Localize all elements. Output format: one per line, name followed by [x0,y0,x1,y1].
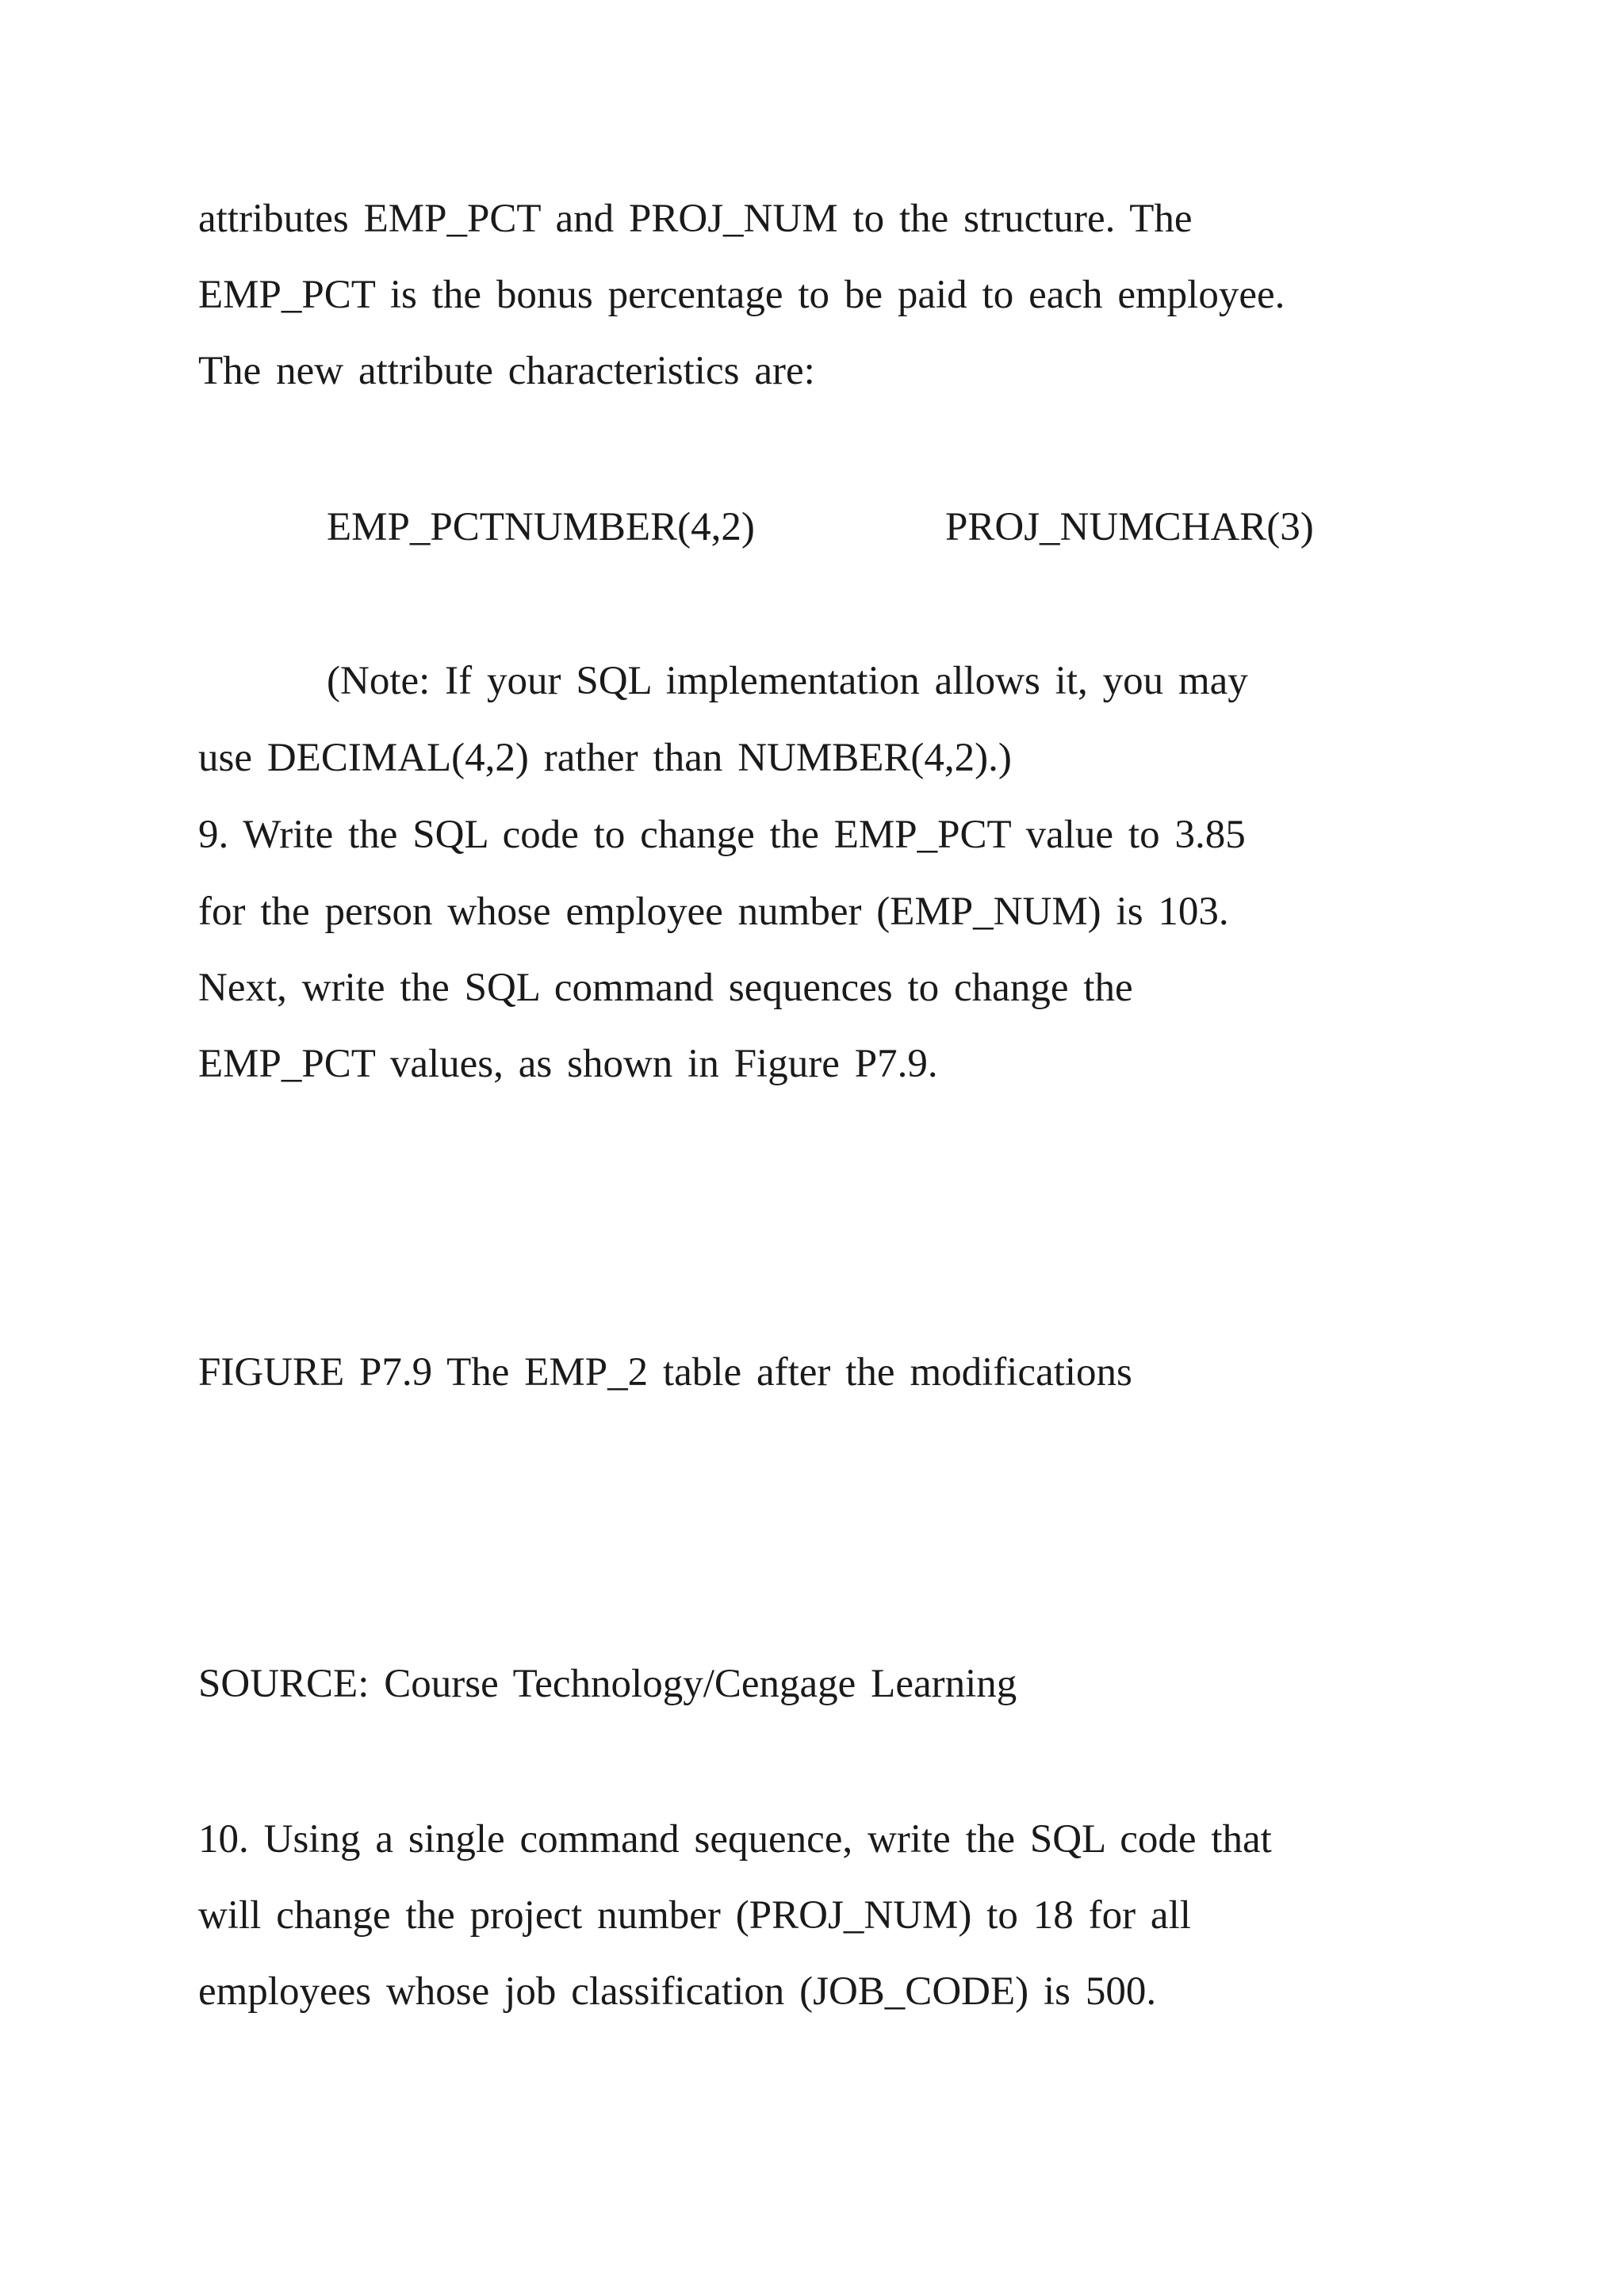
intro-line-3: The new attribute characteristics are: [198,349,815,393]
attribute-emp-pct: EMP_PCTNUMBER(4,2) [327,505,755,549]
intro-line-2: EMP_PCT is the bonus percentage to be paid to each employee. [198,273,1285,317]
source-credit: SOURCE: Course Technology/Cengage Learning [198,1662,1017,1706]
question-9-line-3: Next, write the SQL command sequences to change the [198,966,1133,1010]
figure-caption: FIGURE P7.9 The EMP_2 table after the modifications [198,1350,1132,1395]
question-9-line-1: 9. Write the SQL code to change the EMP_PCT value to 3.85 [198,813,1246,857]
question-10-line-3: employees whose job classification (JOB_CODE) is 500. [198,1969,1157,2014]
question-10-line-2: will change the project number (PROJ_NUM) to 18 for all [198,1893,1191,1938]
question-9-line-4: EMP_PCT values, as shown in Figure P7.9. [198,1042,938,1086]
note-line-2: use DECIMAL(4,2) rather than NUMBER(4,2).) [198,736,1012,780]
question-10-line-1: 10. Using a single command sequence, write the SQL code that [198,1817,1272,1862]
attribute-proj-num: PROJ_NUMCHAR(3) [945,505,1314,549]
intro-line-1: attributes EMP_PCT and PROJ_NUM to the structure. The [198,197,1193,241]
question-9-line-2: for the person whose employee number (EMP_NUM) is 103. [198,890,1229,934]
note-line-1: (Note: If your SQL implementation allows it, you may [327,659,1248,703]
